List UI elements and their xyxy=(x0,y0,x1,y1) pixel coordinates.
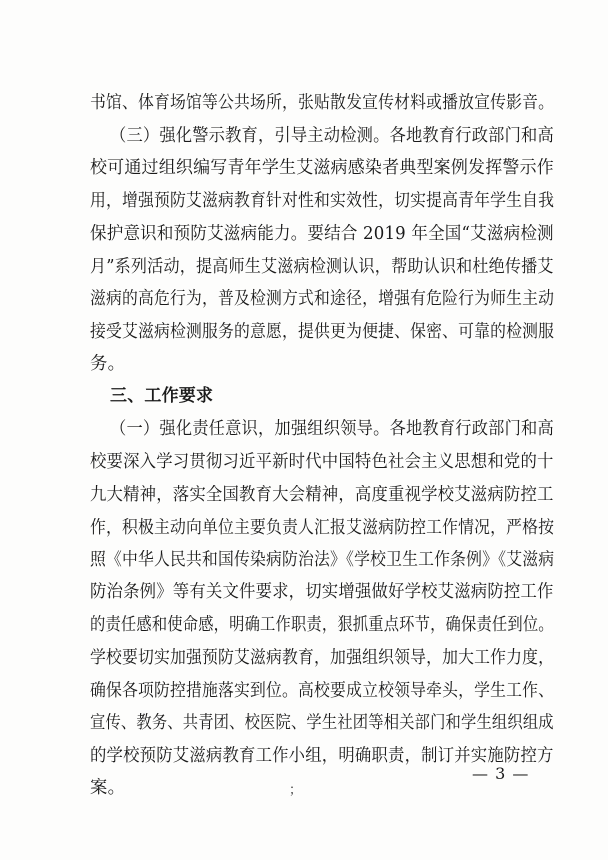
stray-mark: ； xyxy=(289,783,303,798)
text-line-11: （一）强化责任意识，加强组织领导。各地教育行政部门和高 xyxy=(110,419,554,439)
text-line-8: 接受艾滋病检测服务的意愿，提供更为便捷、保密、可靠的检测服 xyxy=(90,322,555,342)
text-line-1: 书馆、体育场馆等公共场所，张贴散发宣传材料或播放宣传影音。 xyxy=(90,93,555,113)
text-line-20: 宣传、教务、共青团、校医院、学生社团等相关部门和学生组织组成 xyxy=(90,713,554,733)
text-line-18: 学校要切实加强预防艾滋病教育，加强组织领导，加大工作力度， xyxy=(90,648,555,668)
text-line-12: 校要深入学习贯彻习近平新时代中国特色社会主义思想和党的十 xyxy=(90,452,554,472)
text-line-13: 九大精神，落实全国教育大会精神，高度重视学校艾滋病防控工 xyxy=(90,485,554,505)
text-line-14: 作，积极主动向单位主要负责人汇报艾滋病防控工作情况，严格按 xyxy=(90,518,555,538)
text-line-9: 务。 xyxy=(90,354,126,374)
text-line-16: 防治条例》等有关文件要求，切实增强做好学校艾滋病防控工作 xyxy=(90,582,554,602)
text-line-3: 校可通过组织编写青年学生艾滋病感染者典型案例发挥警示作 xyxy=(90,158,554,178)
text-line-17: 的责任感和使命感，明确工作职责，狠抓重点环节，确保责任到位。 xyxy=(90,615,554,635)
text-line-7: 滋病的高危行为，普及检测方式和途径，增强有危险行为师生主动 xyxy=(90,289,555,309)
text-line-5: 保护意识和预防艾滋病能力。要结合 2019 年全国“艾滋病检测 xyxy=(90,224,554,244)
page-number: — 3 — xyxy=(472,764,530,783)
text-line-15: 照《中华人民共和国传染病防治法》《学校卫生工作条例》《艾滋病 xyxy=(90,550,555,570)
text-line-19: 确保各项防控措施落实到位。高校要成立校领导牵头，学生工作、 xyxy=(90,681,555,701)
text-line-4: 用，增强预防艾滋病教育针对性和实效性，切实提高青年学生自我 xyxy=(90,191,555,211)
text-line-21: 的学校预防艾滋病教育工作小组，明确职责，制订并实施防控方 xyxy=(90,746,554,766)
section-heading: 三、工作要求 xyxy=(110,386,214,406)
text-line-6: 月”系列活动，提高师生艾滋病检测认识，帮助认识和杜绝传播艾 xyxy=(90,257,554,277)
text-line-2: （三）强化警示教育，引导主动检测。各地教育行政部门和高 xyxy=(110,126,554,146)
text-line-22: 案。 xyxy=(90,778,126,798)
